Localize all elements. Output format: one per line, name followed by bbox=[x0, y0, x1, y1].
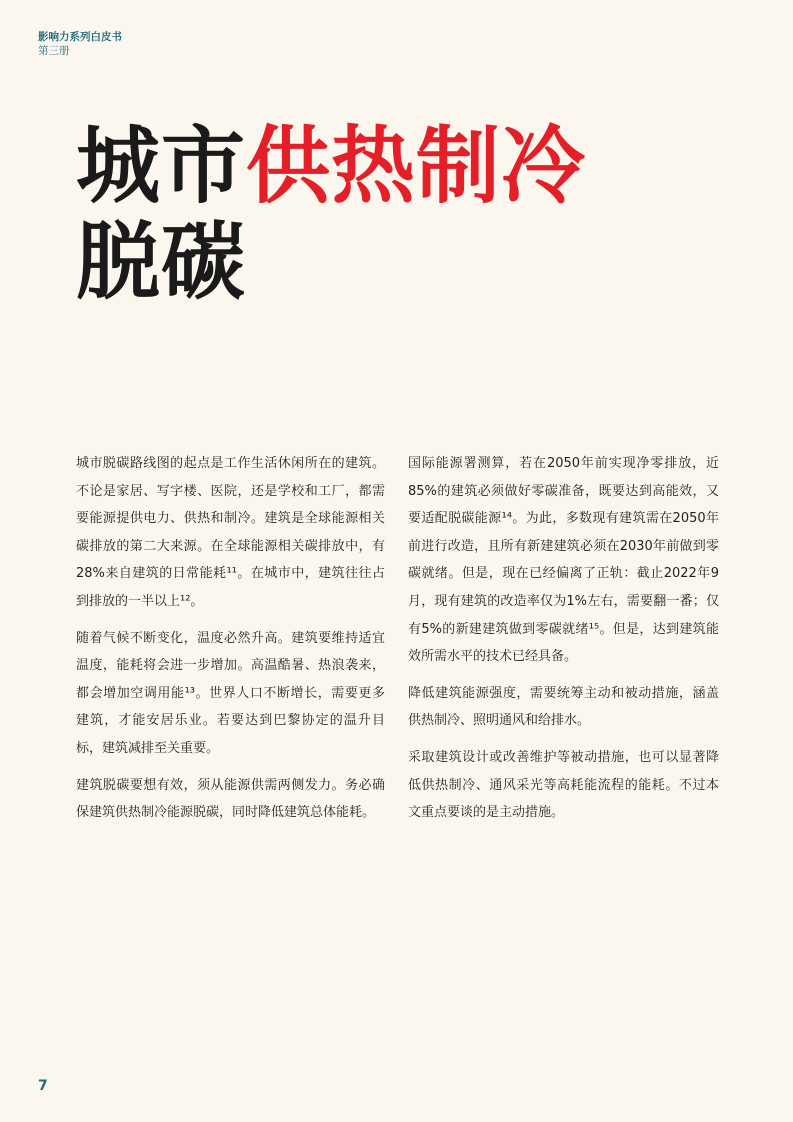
title-part-red: 供热制冷 bbox=[246, 117, 587, 215]
title-line-2: 脱碳 bbox=[76, 213, 247, 311]
publication-header bbox=[38, 30, 122, 58]
title-line-1 bbox=[76, 118, 586, 214]
page-number: 7 bbox=[38, 1078, 48, 1094]
volume-label: 第三册 bbox=[38, 45, 70, 57]
series-title: 影响力系列白皮书 bbox=[38, 31, 122, 43]
paragraph: 国际能源署测算，若在2050年前实现净零排放，近85%的建筑必须做好零碳准备，既要达到高能效，又要适配脱碳能源¹⁴。为此，多数现有建筑需在2050年前进行改造，且所有新建建筑必须在2030年前做到零碳就绪。但是，现在已经偏离了正轨：截止2022年9月，现有建筑的改造率仅为1%左右，需要翻一番；仅有5%的新建建筑做到零碳就绪¹⁵。但是，达到建筑能效所需水平的技术已经具备。 bbox=[408, 456, 719, 665]
paragraph: 城市脱碳路线图的起点是工作生活休闲所在的建筑。不论是家居、写字楼、医院，还是学校和工厂，都需要能源提供电力、供热和制冷。建筑是全球能源相关碳排放的第二大来源。在全球能源相关碳排放中，有28%来自建筑的日常能耗¹¹。在城市中，建筑往往占到排放的一半以上¹²。 bbox=[76, 456, 385, 609]
right-text-column bbox=[408, 450, 719, 827]
title-part-black: 城市 bbox=[76, 117, 247, 215]
paragraph: 建筑脱碳要想有效，须从能源供需两侧发力。务必确保建筑供热制冷能源脱碳，同时降低建筑总体能耗。 bbox=[76, 777, 385, 821]
page-title bbox=[76, 118, 586, 310]
left-text-column bbox=[76, 450, 385, 827]
paragraph: 随着气候不断变化，温度必然升高。建筑要维持适宜温度，能耗将会进一步增加。高温酷暑、热浪袭来，都会增加空调用能¹³。世界人口不断增长，需要更多建筑，才能安居乐业。若要达到巴黎协定的温升目标，建筑减排至关重要。 bbox=[76, 630, 385, 756]
paragraph: 降低建筑能源强度，需要统筹主动和被动措施，涵盖供热制冷、照明通风和给排水。 bbox=[408, 685, 719, 729]
paragraph: 采取建筑设计或改善维护等被动措施，也可以显著降低供热制冷、通风采光等高耗能流程的能耗。不过本文重点要谈的是主动措施。 bbox=[408, 749, 719, 821]
